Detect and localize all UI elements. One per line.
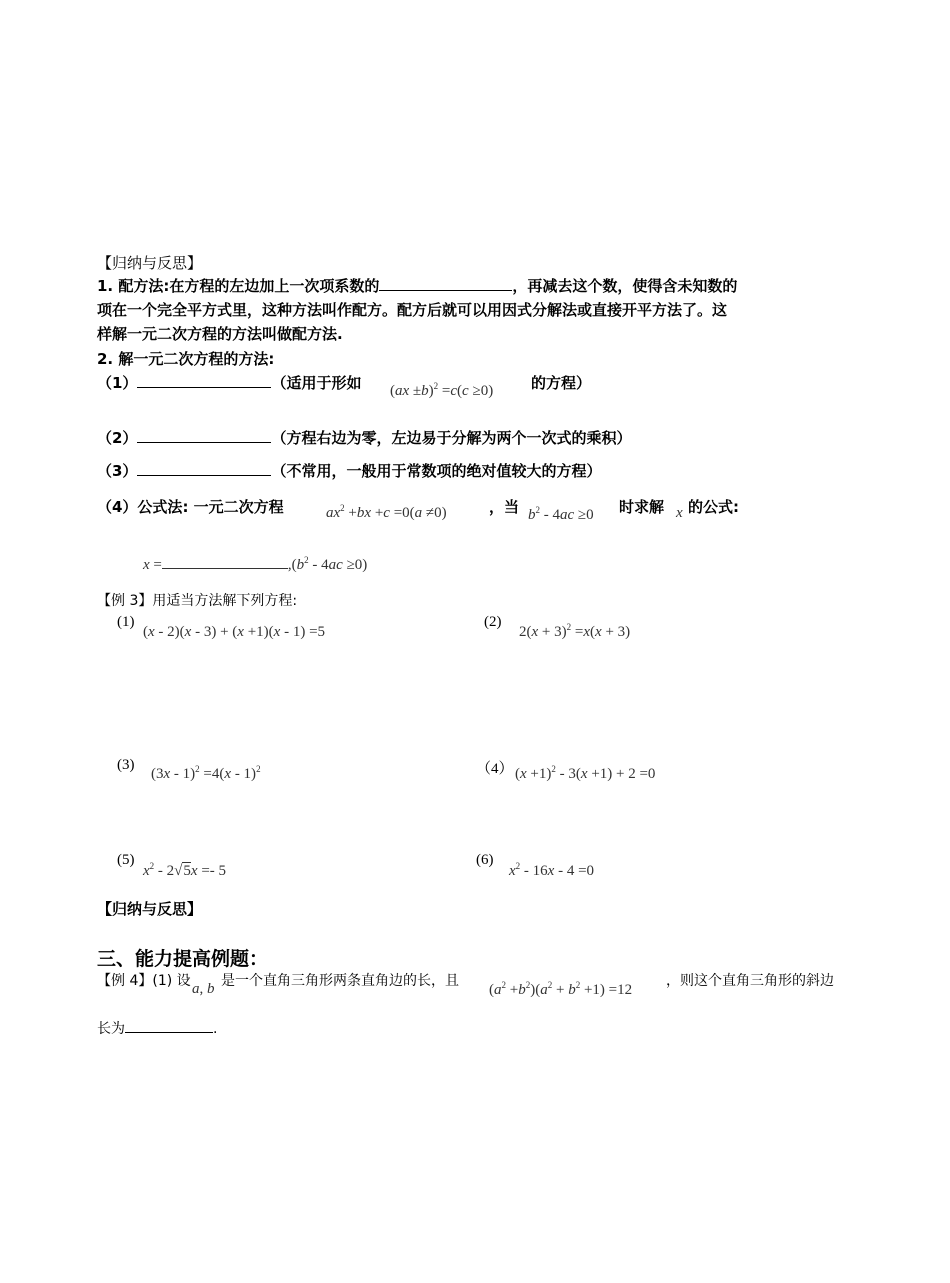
example4-line1 bbox=[97, 970, 191, 990]
method2-heading: 2. 解一元二次方程的方法: bbox=[97, 350, 275, 368]
example4-part2: 是一个直角三角形两条直角边的长，且 bbox=[221, 973, 459, 989]
item4-formula-tail: 的公式: bbox=[688, 498, 739, 516]
item1-formula: (ax ±b)$^2$ =c(c ≥0) bbox=[390, 381, 494, 399]
item2-note: （方程右边为零，左边易于分解为两个一次式的乘积） bbox=[271, 429, 632, 447]
problem6-equation: $x^2 - 16x - 4 =0$ bbox=[509, 861, 595, 879]
problem4-equation: $(x +1)^2 - 3(x +1) + 2 =0$ bbox=[515, 764, 656, 782]
problem4-number: （4） bbox=[476, 761, 514, 777]
problem3-equation: (3x - 1)$^2$ =4(x - 1)$^2$ bbox=[151, 764, 261, 782]
item3-blank bbox=[137, 461, 271, 476]
example4-line2 bbox=[97, 1018, 217, 1038]
example4-line2-text: 长为 bbox=[97, 1021, 125, 1037]
item4-equation: $ax^2 +bx +c =0(a \ne 0)$ bbox=[326, 503, 447, 521]
item4-variable-x: x bbox=[676, 505, 683, 521]
problem2-equation: $2(x + 3)^2 =x(x + 3)$ bbox=[519, 622, 631, 640]
reflection-heading-1: 【归纳与反思】 bbox=[97, 254, 203, 272]
method1-line3: 样解一元二次方程的方法叫做配方法. bbox=[97, 325, 343, 343]
method2-item2 bbox=[97, 427, 631, 448]
method1-blank bbox=[379, 276, 512, 291]
quadratic-formula-blank bbox=[162, 554, 288, 569]
item1-number: （1） bbox=[97, 374, 138, 392]
problem1-number: (1) bbox=[117, 614, 135, 630]
method1-line1 bbox=[97, 275, 737, 296]
problem2-number: (2) bbox=[484, 614, 502, 630]
reflection-heading-2: 【归纳与反思】 bbox=[97, 900, 203, 918]
problem6-number: (6) bbox=[476, 852, 494, 868]
problem1-equation: (x - 2)(x - 3) + (x +1)(x - 1) =5 bbox=[143, 624, 326, 640]
method2-item1 bbox=[97, 372, 361, 393]
method1-intro: 1. 配方法:在方程的左边加上一次项系数的 bbox=[97, 277, 380, 295]
item3-note: （不常用，一般用于常数项的绝对值较大的方程） bbox=[271, 462, 602, 480]
item1-note-after: 的方程） bbox=[531, 374, 592, 392]
example4-blank bbox=[125, 1018, 213, 1033]
item3-number: （3） bbox=[97, 462, 138, 480]
item4-solve-for: 时求解 bbox=[619, 498, 665, 516]
problem5-equation: $x^2 - 2√5x =- 5$ bbox=[143, 861, 227, 879]
item1-note-before: （适用于形如 bbox=[271, 374, 362, 392]
example4-variables: a, b bbox=[192, 981, 215, 997]
example4-part3: ，则这个直角三角形的斜边 bbox=[666, 973, 834, 989]
item2-number: （2） bbox=[97, 429, 138, 447]
method1-line2: 项在一个完全平方式里，这种方法叫作配方。配方后就可以用因式分解法或直接开平方法了。这 bbox=[97, 301, 728, 319]
example4-period: . bbox=[213, 1021, 218, 1037]
item2-blank bbox=[137, 428, 271, 443]
method2-item3 bbox=[97, 460, 601, 481]
problem5-number: (5) bbox=[117, 852, 135, 868]
example4-equation: $(a^2 +b^2)(a^2 + b^2 +1) =12$ bbox=[489, 980, 633, 998]
item1-blank bbox=[137, 373, 271, 388]
example4-part1: (1) 设 bbox=[152, 973, 191, 989]
section3-heading: 三、能力提高例题： bbox=[97, 948, 269, 970]
problem3-number: (3) bbox=[117, 757, 135, 773]
method1-after-blank: ，再减去这个数，使得含未知数的 bbox=[512, 277, 738, 295]
example3-heading: 【例 3】用适当方法解下列方程: bbox=[97, 593, 298, 609]
quadratic-formula-line: $x = ,(b^2 - 4ac \ge 0)$ bbox=[143, 555, 368, 573]
item4-comma-when: ，当 bbox=[489, 498, 520, 516]
item4-discriminant: $b^2 - 4ac \ge 0$ bbox=[528, 505, 594, 523]
item4-label: （4）公式法: 一元二次方程 bbox=[97, 498, 284, 516]
example4-label: 【例 4】 bbox=[97, 973, 153, 989]
